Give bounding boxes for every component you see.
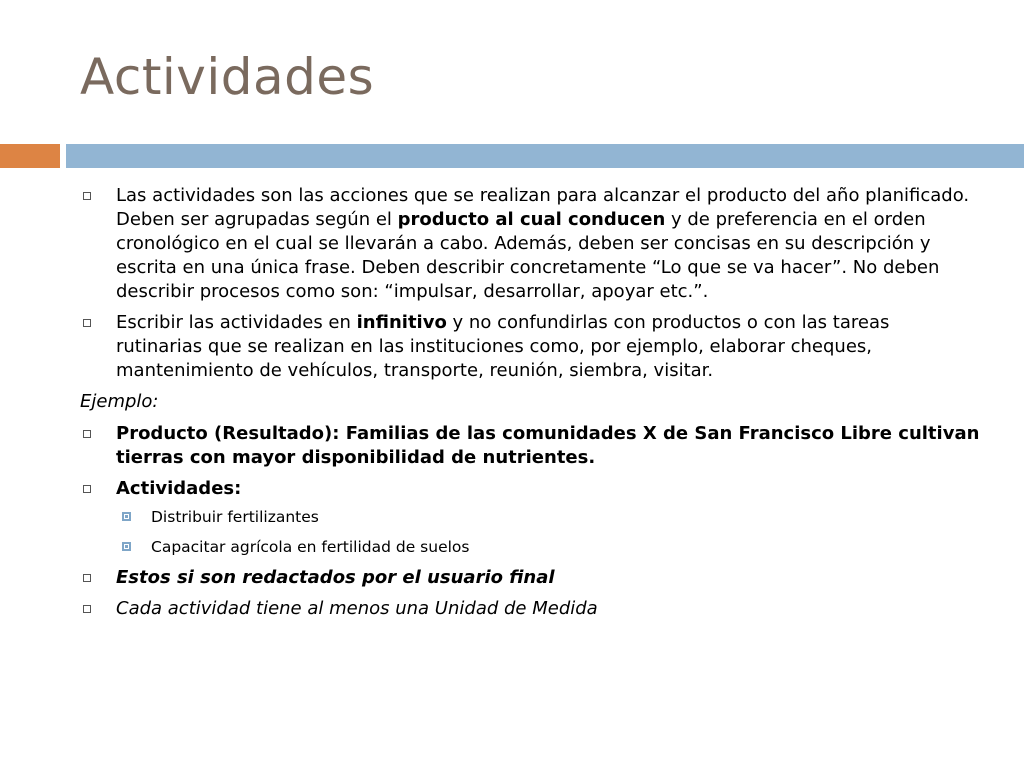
sub-item [80,506,980,528]
activities-label: Actividades: [116,478,242,499]
bullet-text: Las actividades son las acciones que se realizan para alcanzar el producto del año planificado. Deben ser agrupadas según el [116,185,970,230]
bullet-note-final-user [80,566,980,590]
bullet-bold-text: producto al cual conducen [397,209,666,230]
bullet-activities [80,477,980,501]
bullet-bold-text: infinitivo [356,312,447,333]
square-bullet-icon [83,605,91,613]
product-label: Producto (Resultado): [116,423,346,444]
square-bullet-icon [83,574,91,582]
sub-item [80,536,980,558]
accent-bar-blue [66,144,1024,168]
bullet-note-unit [80,597,980,621]
sub-item-text: Distribuir fertilizantes [151,508,319,526]
square-bullet-icon [83,319,91,327]
bullet-text: y no confundirlas con productos o con las tareas rutinarias que se realizan en las instituciones como, por ejemplo, elaborar cheques, mantenimiento de vehículos, transporte, reunión, siembra, visitar. [116,312,890,381]
bullet-text: y de preferencia en el orden cronológico en el cual se llevarán a cabo. Además, deben ser concisas en su descripción y escrita en una única frase. Deben describir concretamente “Lo que se va hacer”. No deben describir procesos como son: “impulsar, desarrollar, apoyar etc.”. [116,209,940,302]
bullet-text: Escribir las actividades en [116,312,357,333]
accent-bar-orange [0,144,60,168]
example-label: Ejemplo: [80,391,159,412]
product-text: Familias de las comunidades X de San Francisco Libre cultivan tierras con mayor disponibilidad de nutrientes. [116,423,980,468]
note-text: Cada actividad tiene al menos una Unidad de Medida [116,598,598,619]
slide-body [80,184,980,628]
note-text: Estos si son redactados por el usuario final [116,567,555,588]
sub-item-text: Capacitar agrícola en fertilidad de suelos [151,538,470,556]
bullet-product [80,422,980,470]
square-bullet-icon [83,485,91,493]
sub-bullet-icon [122,542,131,551]
slide-title: Actividades [80,48,375,106]
bullet-definition [80,184,980,304]
square-bullet-icon [83,192,91,200]
sub-bullet-icon [122,512,131,521]
square-bullet-icon [83,430,91,438]
bullet-infinitive [80,311,980,383]
